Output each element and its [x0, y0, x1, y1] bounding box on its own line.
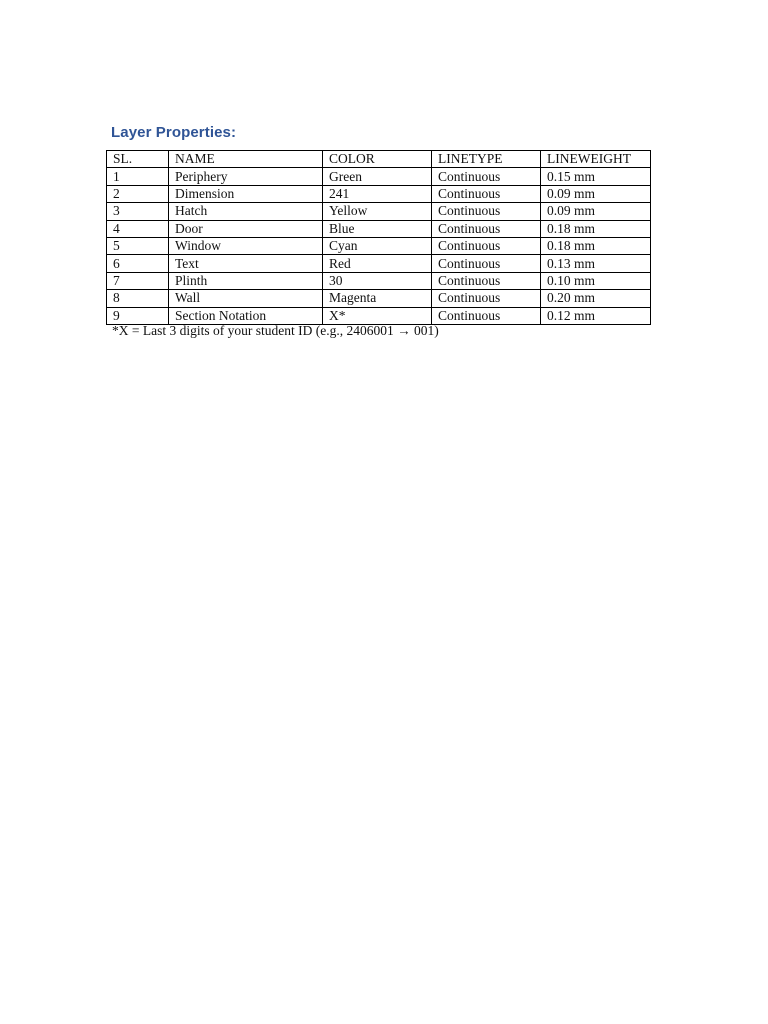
- section-heading: Layer Properties:: [111, 124, 237, 141]
- cell-sl: 3: [107, 203, 169, 220]
- cell-sl: 2: [107, 185, 169, 202]
- header-sl: SL.: [107, 151, 169, 168]
- cell-name: Periphery: [169, 168, 323, 185]
- table-row: [107, 168, 651, 185]
- table-row: [107, 220, 651, 237]
- cell-lineweight: 0.10 mm: [541, 272, 651, 289]
- cell-lineweight: 0.18 mm: [541, 237, 651, 254]
- footnote: *X = Last 3 digits of your student ID (e.g., 2406001 → 001): [112, 323, 439, 338]
- cell-lineweight: 0.09 mm: [541, 185, 651, 202]
- cell-sl: 5: [107, 237, 169, 254]
- header-color: COLOR: [323, 151, 432, 168]
- cell-color: Blue: [323, 220, 432, 237]
- cell-lineweight: 0.18 mm: [541, 220, 651, 237]
- cell-name: Hatch: [169, 203, 323, 220]
- cell-linetype: Continuous: [432, 168, 541, 185]
- header-linetype: LINETYPE: [432, 151, 541, 168]
- cell-linetype: Continuous: [432, 272, 541, 289]
- cell-name: Wall: [169, 290, 323, 307]
- header-name: NAME: [169, 151, 323, 168]
- cell-linetype: Continuous: [432, 290, 541, 307]
- cell-color: Red: [323, 255, 432, 272]
- cell-lineweight: 0.09 mm: [541, 203, 651, 220]
- cell-sl: 7: [107, 272, 169, 289]
- cell-name: Door: [169, 220, 323, 237]
- cell-lineweight: 0.15 mm: [541, 168, 651, 185]
- cell-lineweight: 0.13 mm: [541, 255, 651, 272]
- cell-linetype: Continuous: [432, 237, 541, 254]
- cell-lineweight: 0.20 mm: [541, 290, 651, 307]
- table-row: [107, 255, 651, 272]
- cell-linetype: Continuous: [432, 255, 541, 272]
- table-header-row: [107, 151, 651, 168]
- cell-name: Dimension: [169, 185, 323, 202]
- cell-color: Cyan: [323, 237, 432, 254]
- cell-sl: 4: [107, 220, 169, 237]
- cell-linetype: Continuous: [432, 220, 541, 237]
- table-row: [107, 185, 651, 202]
- cell-sl: 1: [107, 168, 169, 185]
- cell-color: Green: [323, 168, 432, 185]
- cell-color: Yellow: [323, 203, 432, 220]
- cell-sl: 8: [107, 290, 169, 307]
- table-row: [107, 272, 651, 289]
- cell-linetype: Continuous: [432, 203, 541, 220]
- cell-name: Text: [169, 255, 323, 272]
- cell-color: 241: [323, 185, 432, 202]
- cell-sl: 6: [107, 255, 169, 272]
- cell-color: X*: [323, 307, 432, 324]
- cell-color: Magenta: [323, 290, 432, 307]
- layer-table-body: [107, 151, 651, 325]
- cell-name: Window: [169, 237, 323, 254]
- cell-name: Section Notation: [169, 307, 323, 324]
- table-row: [107, 307, 651, 324]
- cell-color: 30: [323, 272, 432, 289]
- cell-lineweight: 0.12 mm: [541, 307, 651, 324]
- cell-linetype: Continuous: [432, 185, 541, 202]
- table-row: [107, 290, 651, 307]
- cell-sl: 9: [107, 307, 169, 324]
- cell-linetype: Continuous: [432, 307, 541, 324]
- header-lineweight: LINEWEIGHT: [541, 151, 651, 168]
- cell-name: Plinth: [169, 272, 323, 289]
- table-row: [107, 203, 651, 220]
- table-row: [107, 237, 651, 254]
- layer-properties-table: [106, 150, 651, 325]
